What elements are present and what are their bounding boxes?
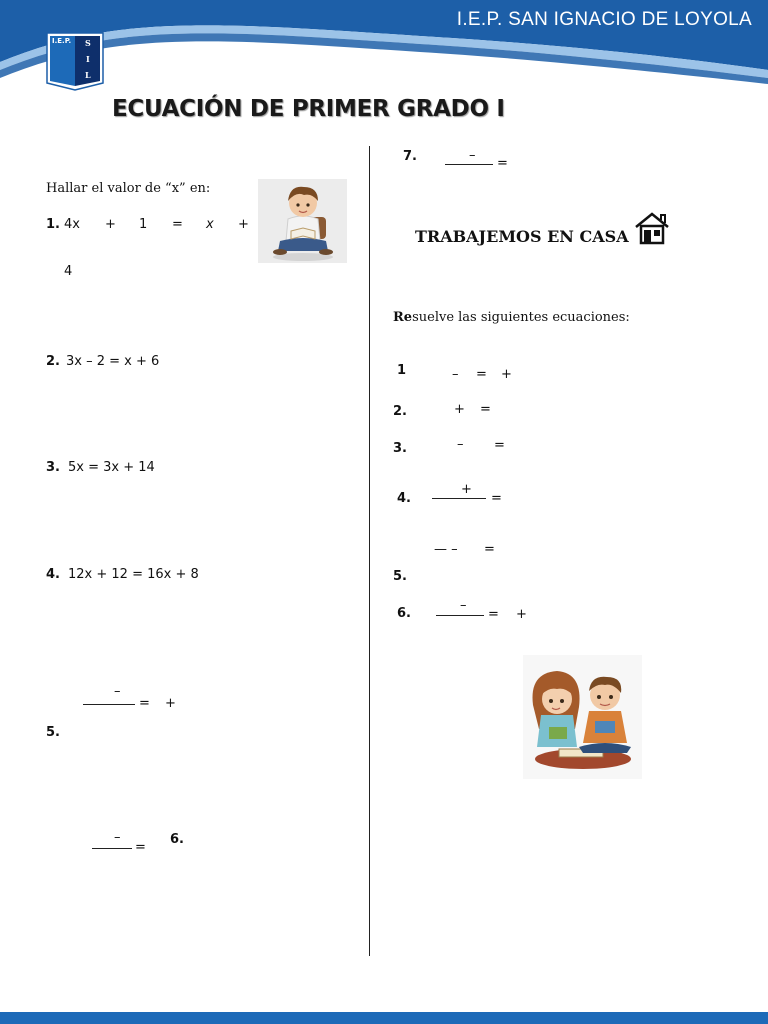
ex7-minus: – (469, 148, 476, 163)
h4-equals: = (491, 491, 502, 506)
svg-text:S: S (85, 38, 91, 48)
ex6-equals: = (135, 840, 146, 855)
ex1-tail: 4 (64, 264, 73, 279)
h4-plus: + (461, 482, 472, 497)
homework-6-number: 6. (397, 606, 411, 621)
ex1-term: 4x (64, 217, 80, 232)
svg-text:I.E.P.: I.E.P. (52, 37, 72, 45)
h4-fraction-bar (432, 498, 486, 499)
instruction-bold: Re (393, 310, 413, 325)
h5-dashes: — – (434, 542, 458, 557)
boy-reading-illustration (258, 179, 347, 263)
ex5-plus: + (165, 696, 176, 711)
page-title: ECUACIÓN DE PRIMER GRADO I (112, 96, 505, 122)
ex7-fraction-bar (445, 164, 493, 165)
homework-4-number: 4. (397, 491, 411, 506)
children-reading-illustration (523, 655, 642, 779)
ex6-minus: – (114, 830, 121, 845)
school-logo (45, 31, 105, 91)
ex1-term: + (105, 217, 116, 232)
exercise-6-number: 6. (170, 832, 184, 847)
instruction-text: Hallar el valor de “x” en: (46, 181, 211, 196)
homework-2-number: 2. (393, 404, 407, 419)
homework-5-number: 5. (393, 569, 407, 584)
exercise-1-number: 1. (46, 217, 60, 232)
exercise-2-equation: 3x – 2 = x + 6 (66, 354, 160, 369)
h6-fraction-bar (436, 615, 484, 616)
homework-instruction (393, 310, 630, 325)
h3-minus: – (457, 437, 464, 452)
instruction-rest: suelve las siguientes ecuaciones: (412, 310, 630, 325)
h5-equals: = (484, 542, 495, 557)
school-name: I.E.P. SAN IGNACIO DE LOYOLA (456, 9, 752, 30)
ex5-minus: – (114, 684, 121, 699)
exercise-4-equation: 12x + 12 = 16x + 8 (68, 567, 199, 582)
ex5-fraction-bar (83, 704, 135, 705)
homework-3-number: 3. (393, 441, 407, 456)
svg-text:L: L (85, 70, 91, 80)
column-divider (369, 146, 370, 956)
ex6-fraction-bar (92, 848, 132, 849)
exercise-7-number: 7. (403, 149, 417, 164)
exercise-3-equation: 5x = 3x + 14 (68, 460, 155, 475)
exercise-3-number: 3. (46, 460, 60, 475)
homework-title: TRABAJEMOS EN CASA (415, 227, 629, 246)
ex1-term: 1 (139, 217, 148, 232)
ex1-term: x (206, 217, 214, 232)
exercise-5-number: 5. (46, 725, 60, 740)
ex5-equals: = (139, 696, 150, 711)
ex7-equals: = (497, 156, 508, 171)
ex1-term: + (238, 217, 249, 232)
h2-plus: + (454, 402, 465, 417)
svg-text:I: I (86, 54, 90, 64)
house-icon (634, 211, 670, 245)
ex1-term: = (172, 217, 183, 232)
h1-equals: = (476, 367, 487, 382)
footer-bar (0, 1012, 768, 1024)
h6-equals: = (488, 607, 499, 622)
h3-equals: = (494, 438, 505, 453)
exercise-2-number: 2. (46, 354, 60, 369)
h2-equals: = (480, 402, 491, 417)
h1-plus: + (501, 367, 512, 382)
h6-plus: + (516, 607, 527, 622)
homework-1-number: 1 (397, 363, 407, 378)
exercise-4-number: 4. (46, 567, 60, 582)
h1-minus: – (452, 367, 459, 382)
h6-minus: – (460, 598, 467, 613)
